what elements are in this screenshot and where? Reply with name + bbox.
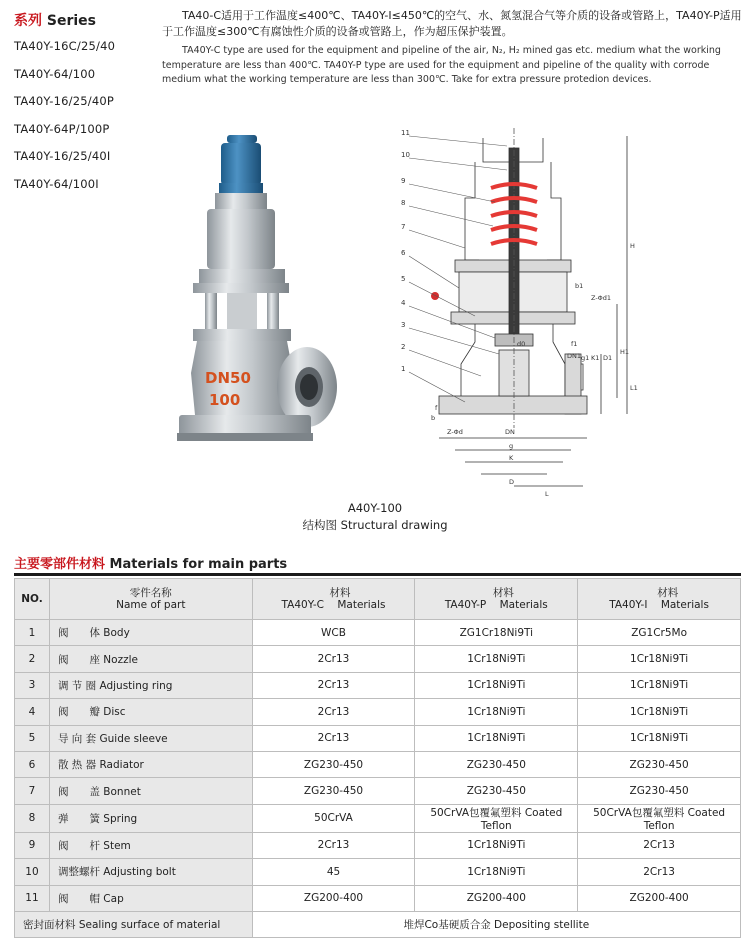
dim-label: g <box>509 442 514 450</box>
part-number: 11 <box>401 129 410 137</box>
header-model: TA40Y-I <box>609 599 648 611</box>
row-no: 6 <box>15 751 50 777</box>
row-p: 50CrVA包覆氟塑料 Coated Teflon <box>415 804 578 832</box>
row-p: ZG200-400 <box>415 885 578 911</box>
row-no: 11 <box>15 885 50 911</box>
dim-label: d0 <box>517 340 526 348</box>
dim-label: K <box>509 454 514 462</box>
series-model: TA40Y-64/100 <box>14 66 96 81</box>
row-p: 1Cr18Ni9Ti <box>415 832 578 858</box>
header-model: TA40Y-C <box>281 599 324 611</box>
header-materials-cn: 材料 <box>657 587 679 599</box>
header-name <box>49 579 252 620</box>
header-materials-cn: 材料 <box>329 587 351 599</box>
row-i: 1Cr18Ni9Ti <box>578 725 741 751</box>
row-p: 1Cr18Ni9Ti <box>415 672 578 698</box>
row-c: 2Cr13 <box>252 699 415 725</box>
row-name: 阀 盖 Bonnet <box>49 778 252 804</box>
dim-label: D <box>509 478 515 486</box>
header-model-p <box>415 579 578 620</box>
row-name: 调 节 圈 Adjusting ring <box>49 672 252 698</box>
row-no: 8 <box>15 804 50 832</box>
table-row <box>15 672 741 698</box>
table-row <box>15 778 741 804</box>
sealing-row <box>15 911 741 937</box>
row-p: 1Cr18Ni9Ti <box>415 859 578 885</box>
table-row <box>15 751 741 777</box>
row-c: 2Cr13 <box>252 672 415 698</box>
series-title-cn: 系列 <box>14 13 42 29</box>
dim-label: D1 <box>603 354 613 362</box>
header-materials-en: Materials <box>337 599 386 611</box>
intro-en: TA40Y-C type are used for the equipment and pipeline of the air, N₂, H₂ mined gas etc. medium what the working temperature are less than 400℃. TA40Y-P type are used for the equipment and pipeline of the quality with corrode medium what the working temperature are less than 300℃. Take for extra pressure protedion devices. <box>162 45 721 85</box>
row-no: 4 <box>15 699 50 725</box>
row-c: ZG230-450 <box>252 751 415 777</box>
drawing-model: A40Y-100 <box>347 501 403 515</box>
dim-label: DN <box>505 428 515 436</box>
row-no: 10 <box>15 859 50 885</box>
table-row <box>15 832 741 858</box>
dim-label: DN1 <box>567 352 582 360</box>
row-name: 导 向 套 Guide sleeve <box>49 725 252 751</box>
flange-text-1: DN50 <box>205 369 251 387</box>
row-name: 阀 帽 Cap <box>49 885 252 911</box>
series-model: TA40Y-16/25/40P <box>14 94 115 108</box>
row-c: 45 <box>252 859 415 885</box>
table-row <box>15 620 741 646</box>
header-model: TA40Y-P <box>444 599 487 611</box>
dim-label: L <box>545 490 549 498</box>
row-name: 散 热 器 Radiator <box>49 751 252 777</box>
header-model-i <box>578 579 741 620</box>
materials-divider <box>14 573 741 576</box>
sealing-value: 堆焊Co基硬质合金 Depositing stellite <box>252 911 740 937</box>
row-i: ZG230-450 <box>578 778 741 804</box>
part-number: 7 <box>401 223 406 231</box>
dim-label: Z-Φd <box>447 428 463 436</box>
header-materials-en: Materials <box>660 599 709 611</box>
row-no: 7 <box>15 778 50 804</box>
row-name: 阀 体 Body <box>49 620 252 646</box>
row-p: 1Cr18Ni9Ti <box>415 725 578 751</box>
row-c: 50CrVA <box>252 804 415 832</box>
part-number: 10 <box>401 151 410 159</box>
series-header <box>14 10 154 30</box>
row-name: 阀 瓣 Disc <box>49 699 252 725</box>
part-number: 2 <box>401 343 406 351</box>
row-i: 1Cr18Ni9Ti <box>578 672 741 698</box>
row-c: 2Cr13 <box>252 646 415 672</box>
row-c: 2Cr13 <box>252 832 415 858</box>
table-header-row <box>15 579 741 620</box>
table-row <box>15 725 741 751</box>
header-materials-en: Materials <box>499 599 548 611</box>
table-row <box>15 804 741 832</box>
row-p: ZG1Cr18Ni9Ti <box>415 620 578 646</box>
row-i: ZG1Cr5Mo <box>578 620 741 646</box>
part-number: 9 <box>401 177 406 185</box>
dim-label: L1 <box>630 384 638 392</box>
row-i: 50CrVA包覆氟塑料 Coated Teflon <box>578 804 741 832</box>
series-model: TA40Y-16C/25/40 <box>14 39 116 53</box>
series-list <box>14 10 154 204</box>
row-i: 1Cr18Ni9Ti <box>578 646 741 672</box>
part-number: 8 <box>401 199 406 207</box>
intro-text <box>162 8 744 88</box>
row-i: ZG200-400 <box>578 885 741 911</box>
drawing-caption: 结构图 Structural drawing <box>302 518 448 532</box>
table-row <box>15 699 741 725</box>
row-i: 1Cr18Ni9Ti <box>578 699 741 725</box>
series-model: TA40Y-64/100I <box>14 176 99 191</box>
dim-label: H <box>630 242 635 250</box>
table-row <box>15 859 741 885</box>
dim-label: f1 <box>571 340 578 348</box>
row-i: ZG230-450 <box>578 751 741 777</box>
header-name-cn: 零件名称 <box>129 587 172 599</box>
part-number: 6 <box>401 249 406 257</box>
flange-text-2: 100 <box>209 391 241 409</box>
materials-table <box>14 578 741 938</box>
header-name-en: Name of part <box>116 599 186 611</box>
row-name: 弹 簧 Spring <box>49 804 252 832</box>
table-row <box>15 885 741 911</box>
part-number: 5 <box>401 275 406 283</box>
row-name: 阀 座 Nozzle <box>49 646 252 672</box>
dim-label: K1 <box>591 354 600 362</box>
row-i: 2Cr13 <box>578 832 741 858</box>
series-title-en: Series <box>46 13 96 29</box>
row-no: 9 <box>15 832 50 858</box>
row-p: 1Cr18Ni9Ti <box>415 699 578 725</box>
header-model-c <box>252 579 415 620</box>
materials-title-cn: 主要零部件材料 <box>14 557 106 572</box>
row-no: 5 <box>15 725 50 751</box>
row-i: 2Cr13 <box>578 859 741 885</box>
row-no: 2 <box>15 646 50 672</box>
part-number: 1 <box>401 365 406 373</box>
row-c: 2Cr13 <box>252 725 415 751</box>
dim-label: g1 <box>581 354 590 362</box>
row-c: ZG200-400 <box>252 885 415 911</box>
row-c: WCB <box>252 620 415 646</box>
materials-title <box>14 553 287 572</box>
valve-photo <box>175 133 345 453</box>
header-materials-cn: 材料 <box>492 587 514 599</box>
row-p: ZG230-450 <box>415 751 578 777</box>
structural-drawing <box>395 128 740 500</box>
row-p: 1Cr18Ni9Ti <box>415 646 578 672</box>
part-number: 4 <box>401 299 406 307</box>
series-model: TA40Y-64P/100P <box>14 121 110 136</box>
table-row <box>15 646 741 672</box>
header-no: NO. <box>15 579 50 620</box>
row-c: ZG230-450 <box>252 778 415 804</box>
intro-cn: TA40-C适用于工作温度≤400℃、TA40Y-I≤450℃的空气、水、氮氢混合气等介质的设备或管路上，TA40Y-P适用于工作温度≤300℃有腐蚀性介质的设备或管路上，作为超压保护装置。 <box>162 9 742 38</box>
row-no: 1 <box>15 620 50 646</box>
row-name: 调整螺杆 Adjusting bolt <box>49 859 252 885</box>
part-number: 3 <box>401 321 406 329</box>
dim-label: H1 <box>620 348 630 356</box>
dim-label: Z-Φd1 <box>591 294 612 302</box>
dim-label: f <box>435 404 438 412</box>
row-no: 3 <box>15 672 50 698</box>
dim-label: b <box>431 414 436 422</box>
materials-title-en: Materials for main parts <box>109 557 288 572</box>
row-name: 阀 杆 Stem <box>49 832 252 858</box>
dim-label: b1 <box>575 282 584 290</box>
series-model: TA40Y-16/25/40I <box>14 149 111 163</box>
row-p: ZG230-450 <box>415 778 578 804</box>
sealing-name: 密封面材料 Sealing surface of material <box>15 911 253 937</box>
